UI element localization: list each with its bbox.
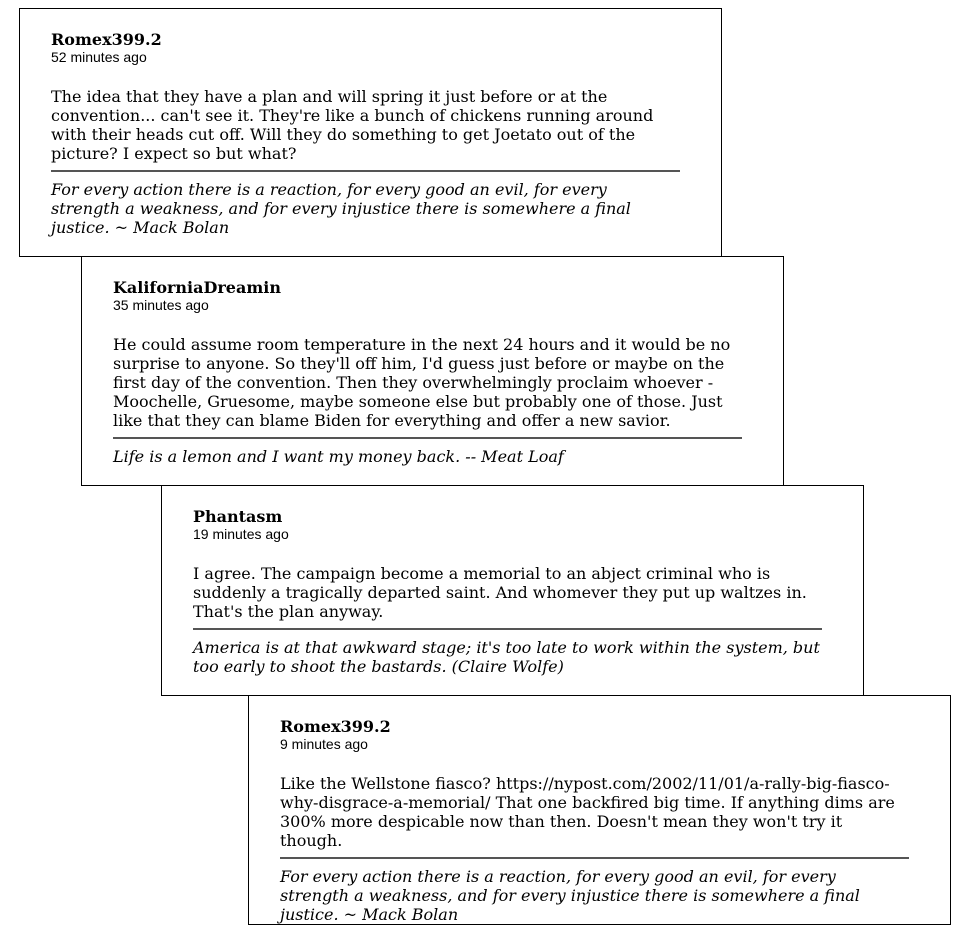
comment-signature: For every action there is a reaction, for every good an evil, for every strength a weakness, and for every injustice there is somewhere a final justice. ~ Mack Bolan <box>280 867 860 924</box>
signature-divider <box>193 628 822 630</box>
comment-card <box>19 8 722 257</box>
comment-author[interactable]: KaliforniaDreamin <box>113 278 281 297</box>
comment-timestamp: 9 minutes ago <box>280 736 368 752</box>
comment-signature: For every action there is a reaction, for every good an evil, for every strength a weakness, and for every injustice there is somewhere a final justice. ~ Mack Bolan <box>51 180 631 237</box>
comment-author[interactable]: Romex399.2 <box>280 717 391 736</box>
comment-body: He could assume room temperature in the next 24 hours and it would be no surprise to anyone. So they'll off him, I'd guess just before or maybe on the first day of the convention. Then they overwhelmingly proclaim whoever - Moochelle, Gruesome, maybe someone else but probably one of those. Just like that they can blame Biden for everything and offer a new savior. <box>113 335 731 430</box>
comment-signature: Life is a lemon and I want my money back. -- Meat Loaf <box>113 447 564 466</box>
comment-signature: America is at that awkward stage; it's too late to work within the system, but too early to shoot the bastards. (Claire Wolfe) <box>193 638 820 676</box>
comment-body: Like the Wellstone fiasco? https://nypost.com/2002/11/01/a-rally-big-fiasco-why-disgrace-a-memorial/ That one backfired big time. If anything dims are 300% more despicable now than then. Doesn't mean they won't try it though. <box>280 774 895 850</box>
comment-body: The idea that they have a plan and will spring it just before or at the convention... can't see it. They're like a bunch of chickens running around with their heads cut off. Will they do something to get Joetato out of the picture? I expect so but what? <box>51 87 654 163</box>
comment-timestamp: 19 minutes ago <box>193 526 289 542</box>
comment-author[interactable]: Romex399.2 <box>51 30 162 49</box>
signature-divider <box>113 437 742 439</box>
comment-author[interactable]: Phantasm <box>193 507 283 526</box>
signature-divider <box>280 857 909 859</box>
comment-body: I agree. The campaign become a memorial to an abject criminal who is suddenly a tragically departed saint. And whomever they put up waltzes in. That's the plan anyway. <box>193 564 807 621</box>
comment-timestamp: 52 minutes ago <box>51 49 147 65</box>
comment-card <box>81 256 784 486</box>
signature-divider <box>51 170 680 172</box>
comment-card <box>248 695 951 925</box>
comment-timestamp: 35 minutes ago <box>113 297 209 313</box>
comment-card <box>161 485 864 696</box>
